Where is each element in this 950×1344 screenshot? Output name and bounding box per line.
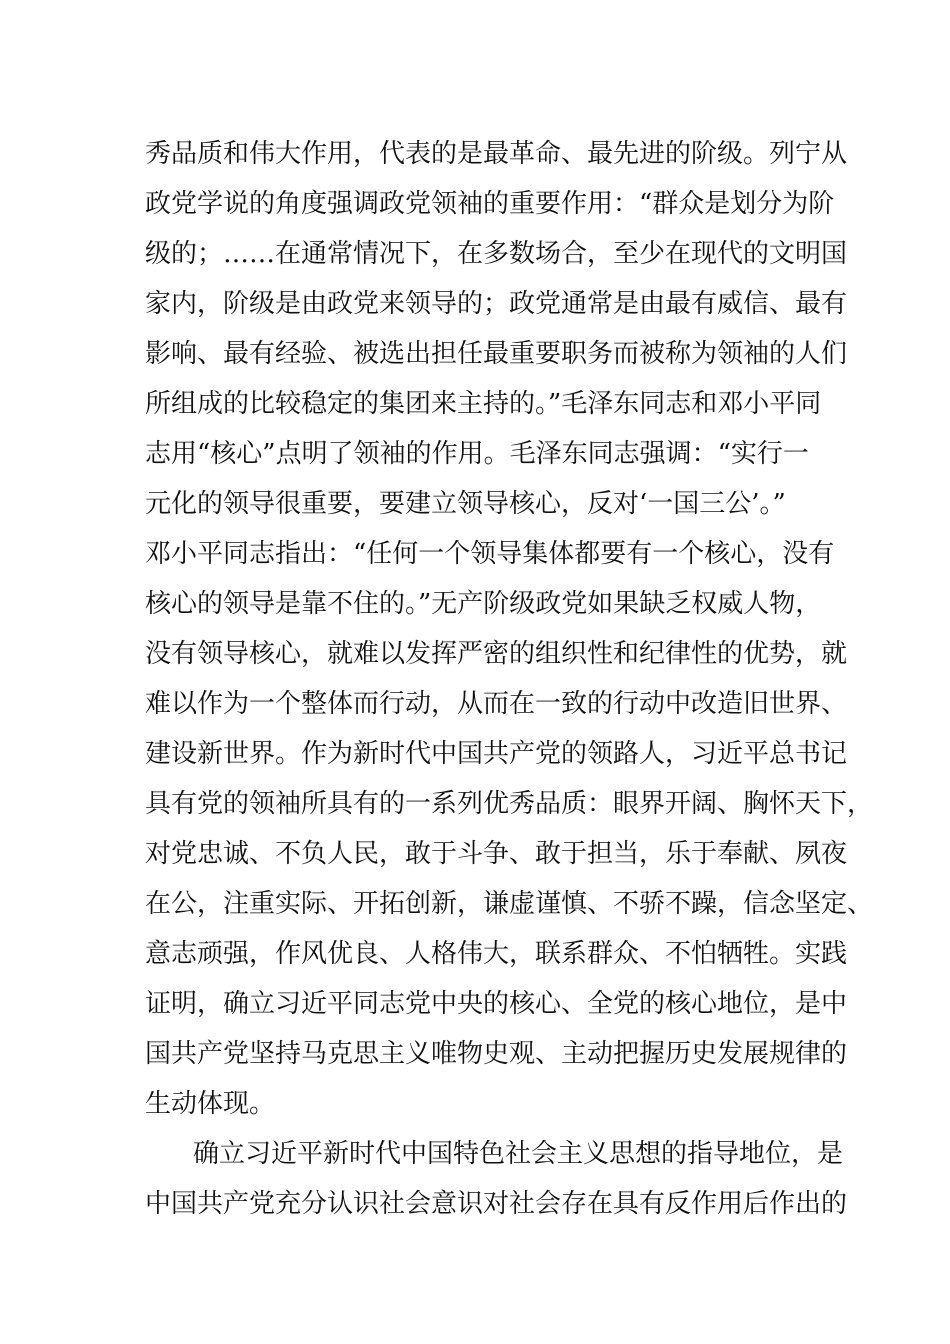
text-line: 级的；……在通常情况下，在多数场合，至少在现代的文明国 (145, 239, 848, 269)
paragraph-start-line: 确立习近平新时代中国特色社会主义思想的指导地位，是 (193, 1139, 844, 1169)
text-line: 所组成的比较稳定的集团来主持的。”毛泽东同志和邓小平同 (145, 389, 822, 419)
text-line: 核心的领导是靠不住的。”无产阶级政党如果缺乏权威人物， (145, 589, 822, 619)
text-line: 没有领导核心，就难以发挥严密的组织性和纪律性的优势，就 (145, 639, 848, 669)
text-line: 对党忠诚、不负人民，敢于斗争、敢于担当，乐于奉献、夙夜 (145, 839, 848, 869)
text-line: 志用“核心”点明了领袖的作用。毛泽东同志强调：“实行一 (145, 439, 809, 469)
text-line: 建设新世界。作为新时代中国共产党的领路人，习近平总书记 (145, 739, 848, 769)
text-line: 在公，注重实际、开拓创新，谦虚谨慎、不骄不躁，信念坚定、 (145, 889, 874, 919)
text-line: 国共产党坚持马克思主义唯物史观、主动把握历史发展规律的 (145, 1039, 848, 1069)
text-line: 元化的领导很重要，要建立领导核心，反对‘一国三公’。” (145, 489, 786, 519)
text-line: 政党学说的角度强调政党领袖的重要作用：“群众是划分为阶 (145, 189, 835, 219)
text-line: 家内，阶级是由政党来领导的；政党通常是由最有威信、最有 (145, 289, 848, 319)
text-line: 难以作为一个整体而行动，从而在一致的行动中改造旧世界、 (145, 689, 848, 719)
text-line: 具有党的领袖所具有的一系列优秀品质：眼界开阔、胸怀天下， (145, 789, 874, 819)
text-line: 秀品质和伟大作用，代表的是最革命、最先进的阶级。列宁从 (145, 139, 848, 169)
text-line: 邓小平同志指出：“任何一个领导集体都要有一个核心，没有 (145, 539, 835, 569)
text-line: 证明，确立习近平同志党中央的核心、全党的核心地位，是中 (145, 989, 848, 1019)
text-line: 中国共产党充分认识社会意识对社会存在具有反作用后作出的 (145, 1189, 848, 1219)
body-text (145, 129, 874, 1229)
text-line: 生动体现。 (145, 1089, 276, 1119)
text-line: 影响、最有经验、被选出担任最重要职务而被称为领袖的人们 (145, 339, 848, 369)
text-line: 意志顽强，作风优良、人格伟大，联系群众、不怕牺牲。实践 (145, 939, 848, 969)
